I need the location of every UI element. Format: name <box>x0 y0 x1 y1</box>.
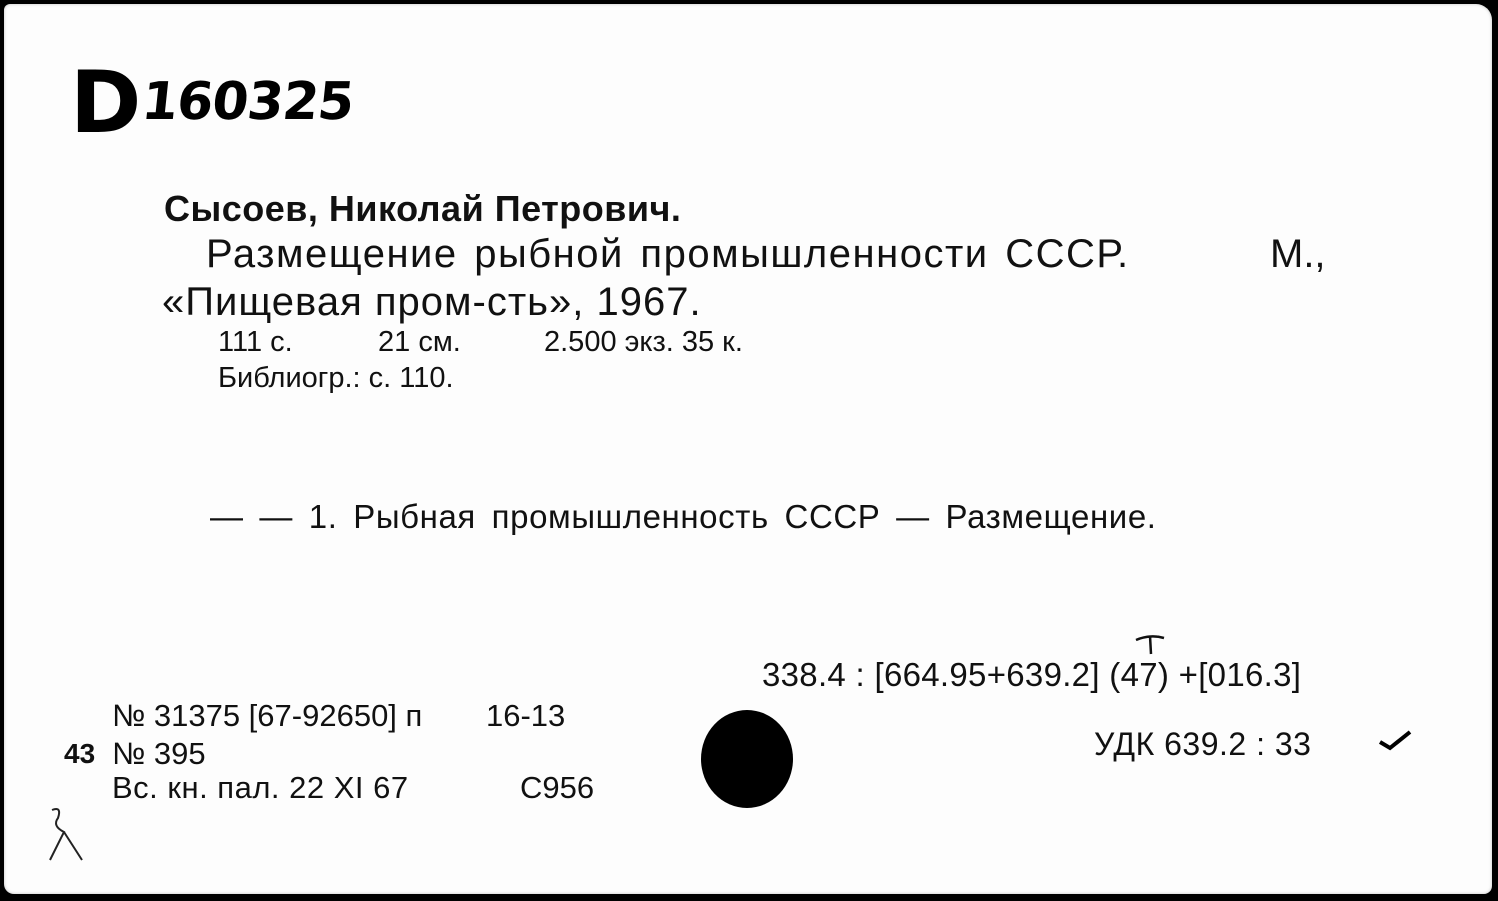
udk-classification: УДК 639.2 : 33 <box>1094 726 1312 762</box>
handwritten-scribble-icon <box>38 804 88 868</box>
bibliography-note: Библиогр.: с. 110. <box>218 362 454 394</box>
side-number: 43 <box>64 738 96 769</box>
registration-number: № 31375 [67-92650] п <box>112 698 423 733</box>
catalog-card <box>4 4 1492 894</box>
printer-code: С956 <box>520 770 595 805</box>
check-mark-icon <box>1376 728 1416 754</box>
bbk-classification: 338.4 : [664.95+639.2] (47) +[016.3] <box>762 656 1302 693</box>
handwritten-mark-icon <box>1132 632 1168 656</box>
title-line-1: Размещение рыбной промышленности СССР. <box>206 232 1130 276</box>
call-number-handwritten: 160325 <box>138 72 357 132</box>
author-heading: Сысоев, Николай Петрович. <box>164 188 682 229</box>
book-chamber-date: Вс. кн. пал. 22 XI 67 <box>112 770 409 805</box>
punch-hole-icon <box>701 710 793 808</box>
order-number: № 395 <box>112 736 206 771</box>
size: 21 см. <box>378 326 461 358</box>
subject-tracing: — — 1. Рыбная промышленность СССР — Размещение. <box>210 498 1157 535</box>
registration-code: 16-13 <box>486 698 566 733</box>
call-number-letter: D <box>70 53 140 153</box>
publication-place: М., <box>1270 232 1326 276</box>
pages: 111 с. <box>218 326 293 358</box>
collation-line <box>218 326 743 359</box>
title-line-2: «Пищевая пром-сть», 1967. <box>162 280 702 324</box>
copies-price: 2.500 экз. 35 к. <box>544 326 743 358</box>
